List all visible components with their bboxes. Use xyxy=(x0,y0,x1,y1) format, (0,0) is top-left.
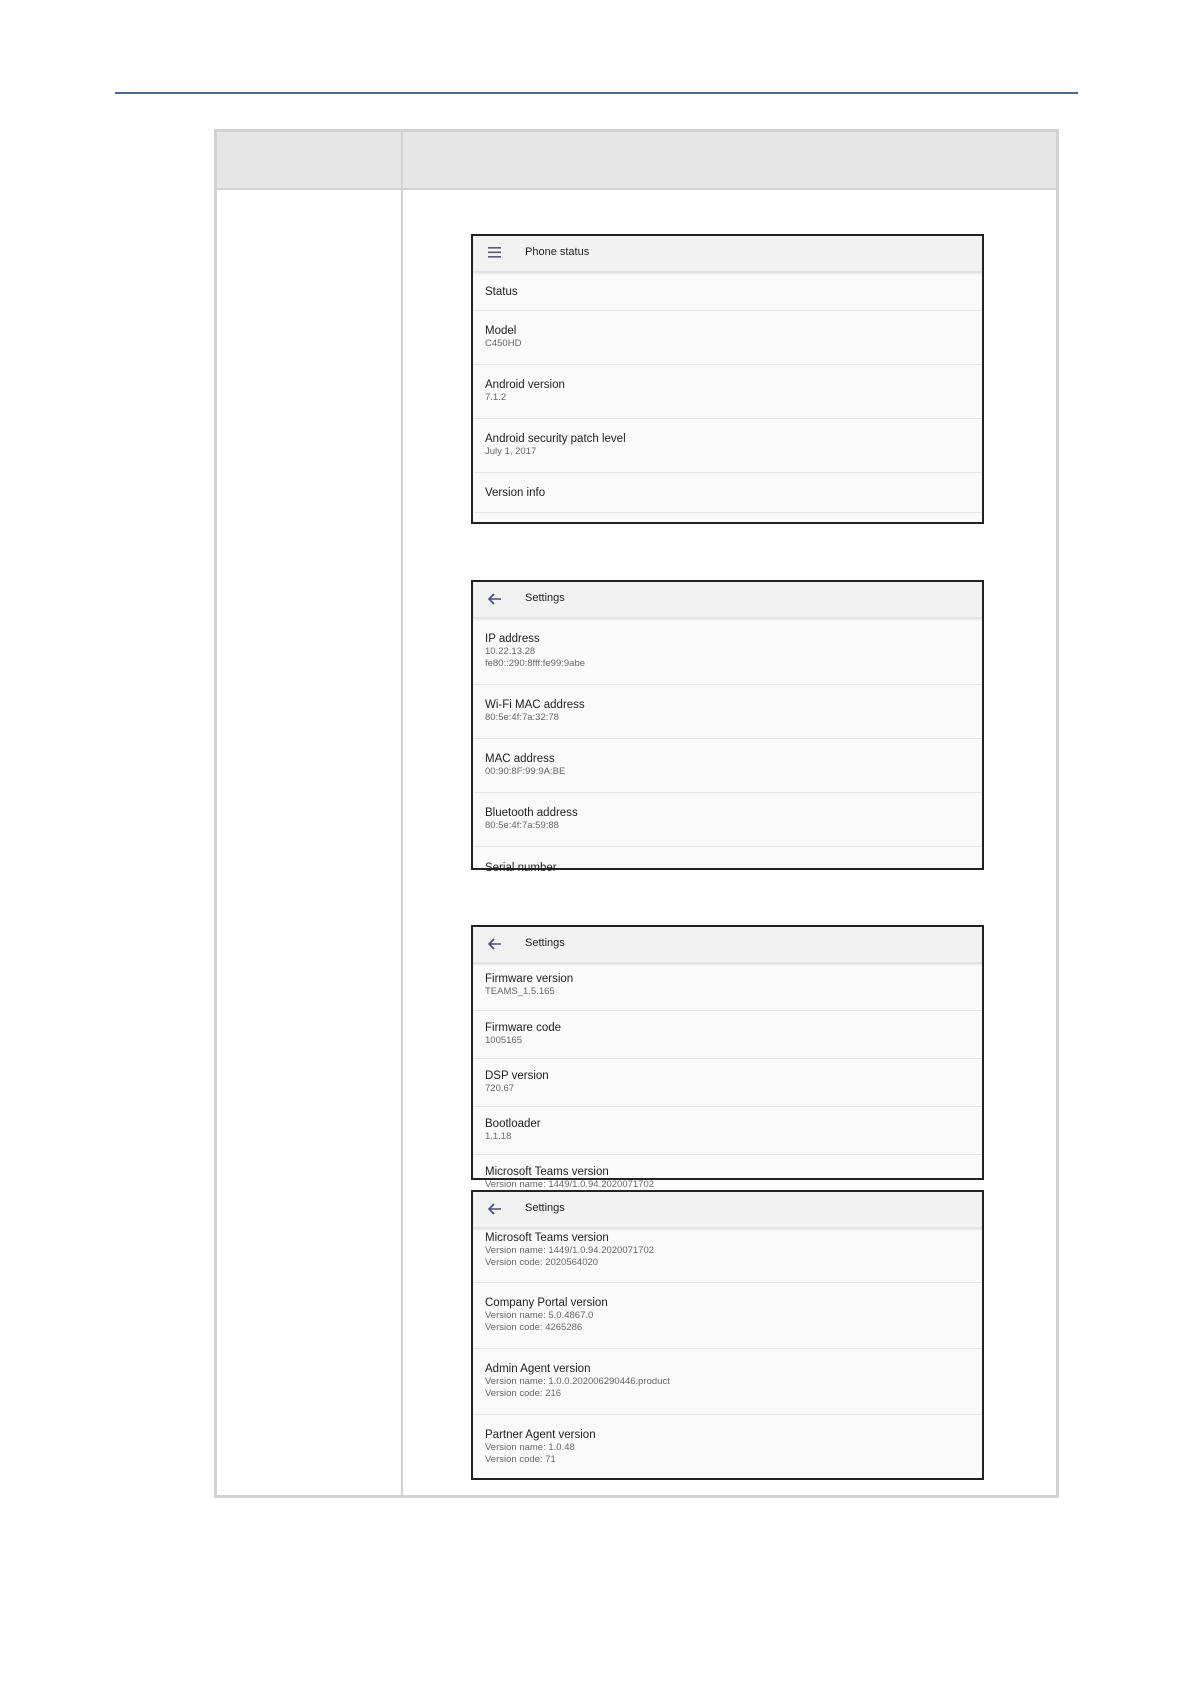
settings-firmware-screen xyxy=(471,925,984,1190)
list-item-firmware-version[interactable]: Firmware version TEAMS_1.5.165 xyxy=(473,964,982,1011)
list-item-partner-agent-version[interactable]: Partner Agent version Version name: 1.0.48 Version code: 71 xyxy=(485,1429,596,1465)
list-item-dsp-version[interactable]: DSP version 720.67 xyxy=(473,1059,982,1107)
list-item-firmware-code[interactable]: Firmware code 1005165 xyxy=(473,1011,982,1059)
list-item-status[interactable]: Status xyxy=(473,273,982,311)
column-divider xyxy=(401,132,403,1495)
app-bar xyxy=(473,236,982,273)
list-item-company-portal-version[interactable]: Company Portal version Version name: 5.0.4867.0 Version code: 4265286 xyxy=(473,1283,982,1349)
list-item-security-patch[interactable]: Android security patch level July 1, 2017 xyxy=(473,419,982,473)
list-item-version-info[interactable]: Version info xyxy=(473,473,982,513)
list-item-teams-version[interactable]: Microsoft Teams version Version name: 1449/1.0.94.2020071702 xyxy=(485,1166,655,1190)
list-item-serial-number[interactable]: Serial number xyxy=(485,862,557,874)
app-bar xyxy=(473,582,982,619)
list-item-mac-address[interactable]: MAC address 00:90:8F:99:9A:BE xyxy=(473,739,982,793)
list-item-android-version[interactable]: Android version 7.1.2 xyxy=(473,365,982,419)
list-item-wifi-mac[interactable]: Wi-Fi MAC address 80:5e:4f:7a:32:78 xyxy=(473,685,982,739)
list-item-admin-agent-version[interactable]: Admin Agent version Version name: 1.0.0.202006290446.product Version code: 216 xyxy=(473,1349,982,1415)
settings-app-versions-screen xyxy=(471,1190,984,1480)
screen-title: Settings xyxy=(525,937,565,949)
settings-network-screen xyxy=(471,580,984,874)
list-item-bluetooth-address[interactable]: Bluetooth address 80:5e:4f:7a:59:88 xyxy=(473,793,982,847)
list-item-ip-address[interactable]: IP address 10.22.13.28 fe80::290:8fff:fe99:9abe xyxy=(473,619,982,685)
screen-title: Settings xyxy=(525,1202,565,1214)
screen-title: Settings xyxy=(525,592,565,604)
menu-icon[interactable] xyxy=(485,243,505,263)
list-item-teams-version[interactable]: Microsoft Teams version Version name: 1449/1.0.94.2020071702 Version code: 2020564020 xyxy=(473,1229,982,1283)
table-header-row xyxy=(217,132,1056,190)
back-arrow-icon[interactable] xyxy=(485,934,505,954)
screen-title: Phone status xyxy=(525,246,590,258)
back-arrow-icon[interactable] xyxy=(485,1199,505,1219)
phone-status-screen xyxy=(471,234,984,524)
list-item-bootloader[interactable]: Bootloader 1.1.18 xyxy=(473,1107,982,1155)
app-bar xyxy=(473,927,982,964)
app-bar xyxy=(473,1192,982,1229)
header-rule xyxy=(115,92,1078,94)
back-arrow-icon[interactable] xyxy=(485,589,505,609)
list-item-model[interactable]: Model C450HD xyxy=(473,311,982,365)
